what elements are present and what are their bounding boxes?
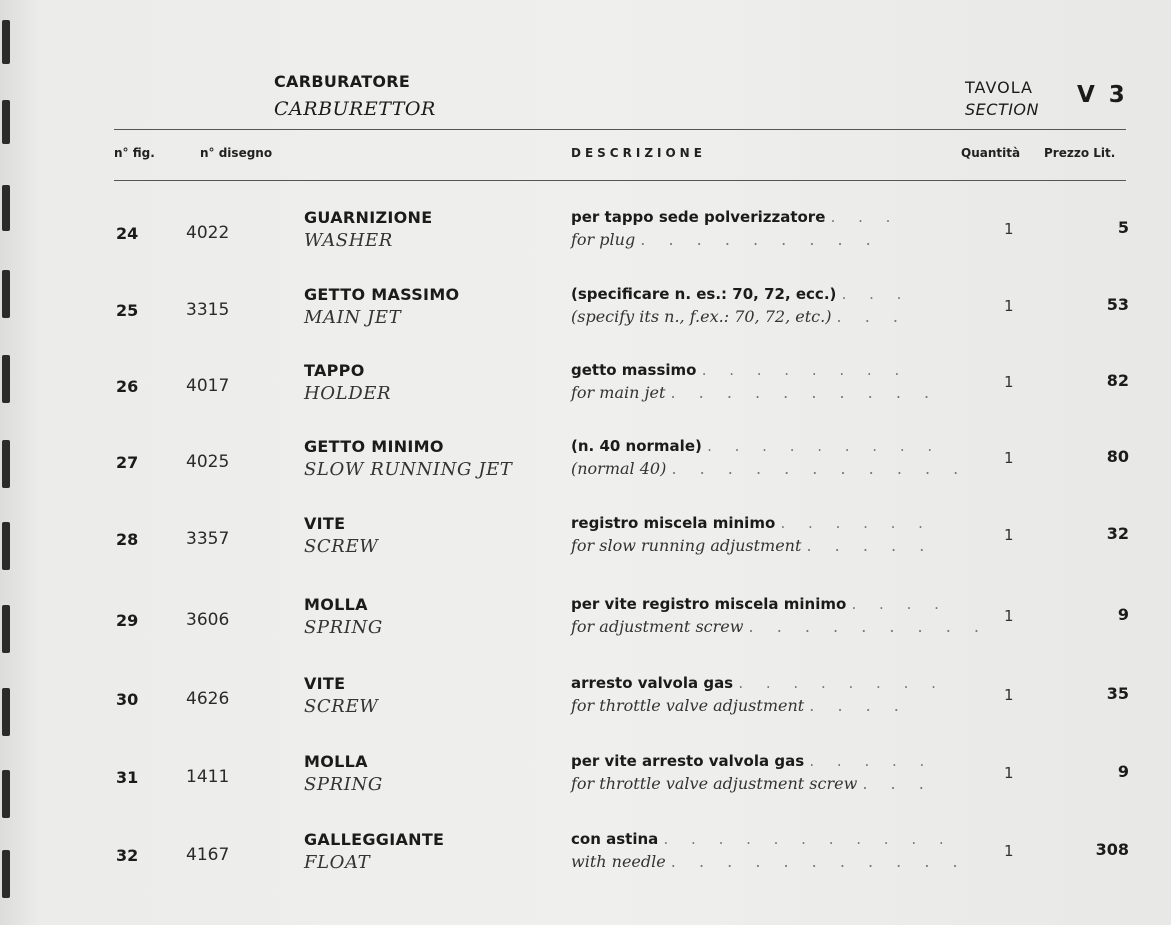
table-row: 28 3357 VITE SCREW registro miscela minimo . . . . . . for slow running adjustment . . . . . 1 32	[116, 514, 1129, 557]
price: 32	[1106, 524, 1129, 543]
price: 9	[1117, 605, 1129, 624]
description-italian: con astina	[571, 830, 659, 848]
fig-number: 24	[116, 224, 139, 243]
description-italian: (n. 40 normale)	[571, 437, 702, 455]
price: 9	[1117, 762, 1129, 781]
drawing-number: 4017	[186, 376, 230, 396]
drawing-number: 4167	[186, 845, 230, 865]
part-name-english: SCREW	[304, 696, 379, 717]
col-header-disegno: n° disegno	[200, 146, 273, 160]
drawing-number: 4626	[186, 689, 230, 709]
description-italian: per tappo sede polverizzatore	[571, 208, 826, 226]
description-italian: per vite arresto valvola gas	[571, 752, 805, 770]
title-english: CARBURETTOR	[274, 98, 436, 120]
price: 5	[1117, 218, 1129, 237]
col-header-fig: n° fig.	[114, 146, 155, 160]
fig-number: 31	[116, 768, 139, 787]
description-english: for throttle valve adjustment	[571, 696, 805, 715]
drawing-number: 3606	[186, 610, 230, 630]
part-name-english: SCREW	[304, 536, 379, 557]
description-italian: arresto valvola gas	[571, 674, 734, 692]
quantity: 1	[1004, 764, 1014, 782]
price: 80	[1106, 447, 1129, 466]
price: 82	[1106, 371, 1129, 390]
table-row: 25 3315 GETTO MASSIMO MAIN JET (specificare n. es.: 70, 72, ecc.) . . . (specify its n., f.ex.: 70, 72, etc.) . . . 1 53	[116, 285, 1129, 328]
part-name-english: SPRING	[304, 617, 383, 638]
header-rule-bottom	[114, 180, 1126, 181]
description-english: with needle	[571, 852, 666, 871]
description-italian: registro miscela minimo	[571, 514, 776, 532]
description-english: for slow running adjustment	[571, 536, 802, 555]
drawing-number: 3357	[186, 529, 230, 549]
table-row: 24 4022 GUARNIZIONE WASHER per tappo sede polverizzatore . . . for plug . . . . . . . . . 1 5	[116, 208, 1129, 251]
part-name-italian: VITE	[304, 514, 346, 533]
description-english: for adjustment screw	[571, 617, 744, 636]
drawing-number: 4025	[186, 452, 230, 472]
fig-number: 28	[116, 530, 139, 549]
description-english: for plug	[571, 230, 636, 249]
description-english: (normal 40)	[571, 459, 667, 478]
drawing-number: 3315	[186, 300, 230, 320]
part-name-english: MAIN JET	[304, 307, 402, 328]
quantity: 1	[1004, 449, 1014, 467]
fig-number: 26	[116, 377, 139, 396]
price: 35	[1106, 684, 1129, 703]
fig-number: 25	[116, 301, 139, 320]
price: 53	[1106, 295, 1129, 314]
drawing-number: 4022	[186, 223, 230, 243]
description-italian: getto massimo	[571, 361, 697, 379]
description-english: for main jet	[571, 383, 666, 402]
quantity: 1	[1004, 842, 1014, 860]
fig-number: 29	[116, 611, 139, 630]
header-rule-top	[114, 129, 1126, 130]
col-header-quantita: Quantità	[961, 146, 1021, 160]
part-name-english: SPRING	[304, 774, 383, 795]
part-name-italian: GETTO MINIMO	[304, 437, 444, 456]
table-row: 27 4025 GETTO MINIMO SLOW RUNNING JET (n. 40 normale) . . . . . . . . . (normal 40) . . . . . . . . . . . 1 80	[116, 437, 1129, 480]
quantity: 1	[1004, 373, 1014, 391]
tavola-label: TAVOLA	[965, 78, 1033, 97]
part-name-italian: GALLEGGIANTE	[304, 830, 445, 849]
fig-number: 32	[116, 846, 139, 865]
price: 308	[1095, 840, 1129, 859]
fig-number: 27	[116, 453, 139, 472]
quantity: 1	[1004, 526, 1014, 544]
table-row: 26 4017 TAPPO HOLDER getto massimo . . . . . . . . for main jet . . . . . . . . . . 1 82	[116, 361, 1129, 404]
quantity: 1	[1004, 686, 1014, 704]
part-name-italian: TAPPO	[304, 361, 365, 380]
part-name-italian: MOLLA	[304, 595, 368, 614]
table-row: 30 4626 VITE SCREW arresto valvola gas . . . . . . . . for throttle valve adjustment . . . . 1 35	[116, 674, 1129, 717]
table-row: 31 1411 MOLLA SPRING per vite arresto valvola gas . . . . . for throttle valve adjustment screw . . . 1 9	[116, 752, 1129, 795]
section-code: V 3	[1077, 82, 1128, 108]
quantity: 1	[1004, 220, 1014, 238]
title-italian: CARBURATORE	[274, 72, 411, 91]
fig-number: 30	[116, 690, 139, 709]
part-name-italian: GETTO MASSIMO	[304, 285, 460, 304]
part-name-english: WASHER	[304, 230, 393, 251]
part-name-italian: GUARNIZIONE	[304, 208, 433, 227]
quantity: 1	[1004, 297, 1014, 315]
drawing-number: 1411	[186, 767, 230, 787]
quantity: 1	[1004, 607, 1014, 625]
description-italian: (specificare n. es.: 70, 72, ecc.)	[571, 285, 837, 303]
col-header-descrizione: DESCRIZIONE	[571, 146, 706, 160]
description-english: for throttle valve adjustment screw	[571, 774, 858, 793]
section-label: SECTION	[965, 100, 1039, 119]
table-row: 32 4167 GALLEGGIANTE FLOAT con astina . . . . . . . . . . . with needle . . . . . . . . . . . 1 308	[116, 830, 1129, 873]
col-header-prezzo: Prezzo Lit.	[1044, 146, 1116, 160]
part-name-italian: VITE	[304, 674, 346, 693]
part-name-english: HOLDER	[304, 383, 392, 404]
description-english: (specify its n., f.ex.: 70, 72, etc.)	[571, 307, 832, 326]
part-name-italian: MOLLA	[304, 752, 368, 771]
part-name-english: FLOAT	[304, 852, 371, 873]
part-name-english: SLOW RUNNING JET	[304, 459, 513, 480]
table-row: 29 3606 MOLLA SPRING per vite registro miscela minimo . . . . for adjustment screw . . . . . . . . . 1 9	[116, 595, 1129, 638]
description-italian: per vite registro miscela minimo	[571, 595, 847, 613]
